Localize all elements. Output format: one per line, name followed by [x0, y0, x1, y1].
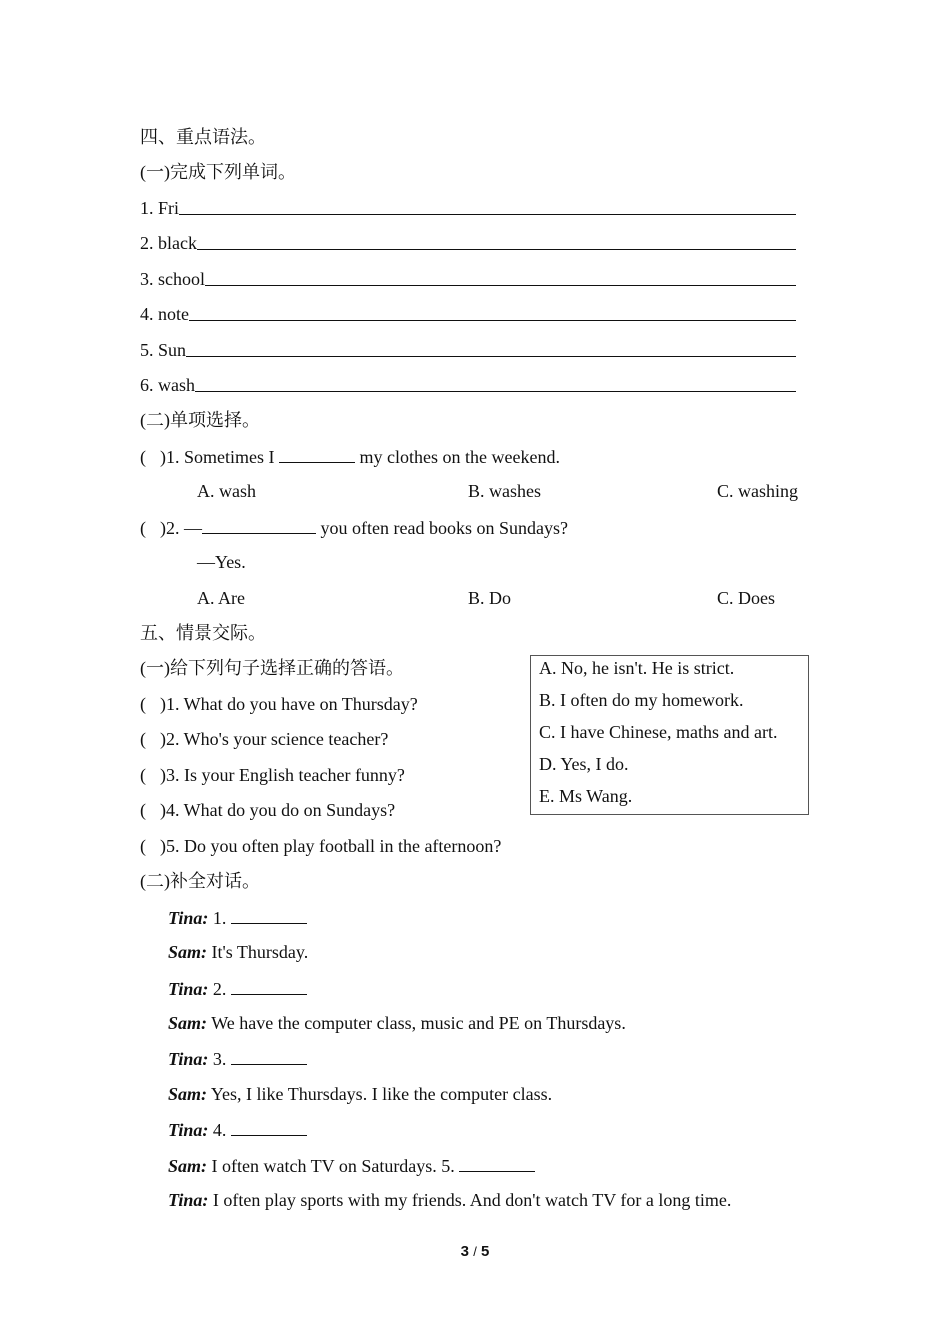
section4-part1-heading: (一)完成下列单词。: [140, 162, 296, 182]
answer-option: B. I often do my homework.: [539, 690, 744, 710]
dialogue-line: Tina: 3.: [168, 1047, 307, 1070]
dialogue-line: Tina: 1.: [168, 906, 307, 929]
speaker: Sam:: [168, 1156, 208, 1176]
reply-text: —Yes.: [197, 552, 246, 572]
answer-box: [530, 655, 809, 815]
blank-line[interactable]: [279, 445, 355, 463]
word-prefix: 2. black: [140, 233, 197, 253]
word-item: [140, 374, 796, 396]
dialogue-line: Sam: Yes, I like Thursdays. I like the computer class.: [168, 1084, 553, 1104]
section4-part2-heading: (二)单项选择。: [140, 410, 260, 430]
speaker: Tina:: [168, 1120, 209, 1140]
answer-line[interactable]: [205, 268, 796, 286]
blank-line[interactable]: [231, 1047, 307, 1065]
match-question: ( )3. Is your English teacher funny?: [140, 765, 405, 785]
dialogue-line: Tina: 4.: [168, 1118, 307, 1141]
answer-line[interactable]: [186, 339, 796, 357]
answer-option: E. Ms Wang.: [539, 786, 633, 806]
dialogue-line: Sam: We have the computer class, music and PE on Thursdays.: [168, 1013, 626, 1033]
mc-question-1: ( )1. Sometimes I my clothes on the weekend.: [140, 447, 560, 467]
word-item: [140, 197, 796, 219]
blank-line[interactable]: [202, 516, 316, 534]
answer-line[interactable]: [195, 374, 796, 392]
dialogue-line: Tina: 2.: [168, 977, 307, 1000]
current-page: 3: [460, 1243, 470, 1260]
match-question: ( )4. What do you do on Sundays?: [140, 800, 396, 820]
dialogue-line: Tina: I often play sports with my friends. And don't watch TV for a long time.: [168, 1190, 732, 1210]
option-b: B. Do: [468, 588, 512, 608]
word-item: [140, 268, 796, 290]
total-pages: 5: [480, 1243, 490, 1260]
option-a: A. Are: [197, 588, 245, 608]
blank-line[interactable]: [231, 977, 307, 995]
word-prefix: 5. Sun: [140, 340, 187, 360]
match-question: ( )5. Do you often play football in the afternoon?: [140, 836, 502, 856]
answer-line[interactable]: [189, 303, 796, 321]
match-question: ( )2. Who's your science teacher?: [140, 729, 389, 749]
mc-question-2: ( )2. — you often read books on Sundays?: [140, 518, 568, 538]
answer-paren[interactable]: (: [140, 694, 146, 714]
section5-part1-heading: (一)给下列句子选择正确的答语。: [140, 658, 404, 678]
section5-part2-heading: (二)补全对话。: [140, 871, 260, 891]
section5-heading: 五、情景交际。: [140, 623, 266, 643]
answer-option: D. Yes, I do.: [539, 754, 629, 774]
page-separator: /: [473, 1244, 477, 1259]
speaker: Sam:: [168, 1084, 208, 1104]
answer-option: C. I have Chinese, maths and art.: [539, 722, 778, 742]
blank-line[interactable]: [231, 1118, 307, 1136]
word-item: [140, 232, 796, 254]
option-c: C. Does: [717, 588, 775, 608]
dialogue-line: Sam: I often watch TV on Saturdays. 5.: [168, 1154, 535, 1177]
option-b: B. washes: [468, 481, 541, 501]
speaker: Tina:: [168, 1049, 209, 1069]
speaker: Sam:: [168, 1013, 208, 1033]
option-c: C. washing: [717, 481, 798, 501]
word-prefix: 1. Fri: [140, 198, 180, 218]
section4-heading: 四、重点语法。: [140, 127, 266, 147]
answer-paren[interactable]: (: [140, 765, 146, 785]
blank-line[interactable]: [231, 906, 307, 924]
word-prefix: 6. wash: [140, 375, 195, 395]
word-item: [140, 303, 796, 325]
answer-paren[interactable]: (: [140, 518, 146, 538]
speaker: Tina:: [168, 979, 209, 999]
word-item: [140, 339, 796, 361]
answer-paren[interactable]: (: [140, 447, 146, 467]
answer-line[interactable]: [197, 232, 796, 250]
answer-option: A. No, he isn't. He is strict.: [539, 658, 735, 678]
speaker: Tina:: [168, 908, 209, 928]
answer-paren[interactable]: (: [140, 836, 146, 856]
answer-paren[interactable]: (: [140, 729, 146, 749]
blank-line[interactable]: [459, 1154, 535, 1172]
speaker: Tina:: [168, 1190, 209, 1210]
word-prefix: 4. note: [140, 304, 189, 324]
match-question: ( )1. What do you have on Thursday?: [140, 694, 418, 714]
speaker: Sam:: [168, 942, 208, 962]
word-prefix: 3. school: [140, 269, 205, 289]
answer-paren[interactable]: (: [140, 800, 146, 820]
page-number: [0, 1243, 950, 1260]
dialogue-line: Sam: It's Thursday.: [168, 942, 309, 962]
answer-line[interactable]: [179, 197, 796, 215]
option-a: A. wash: [197, 481, 256, 501]
